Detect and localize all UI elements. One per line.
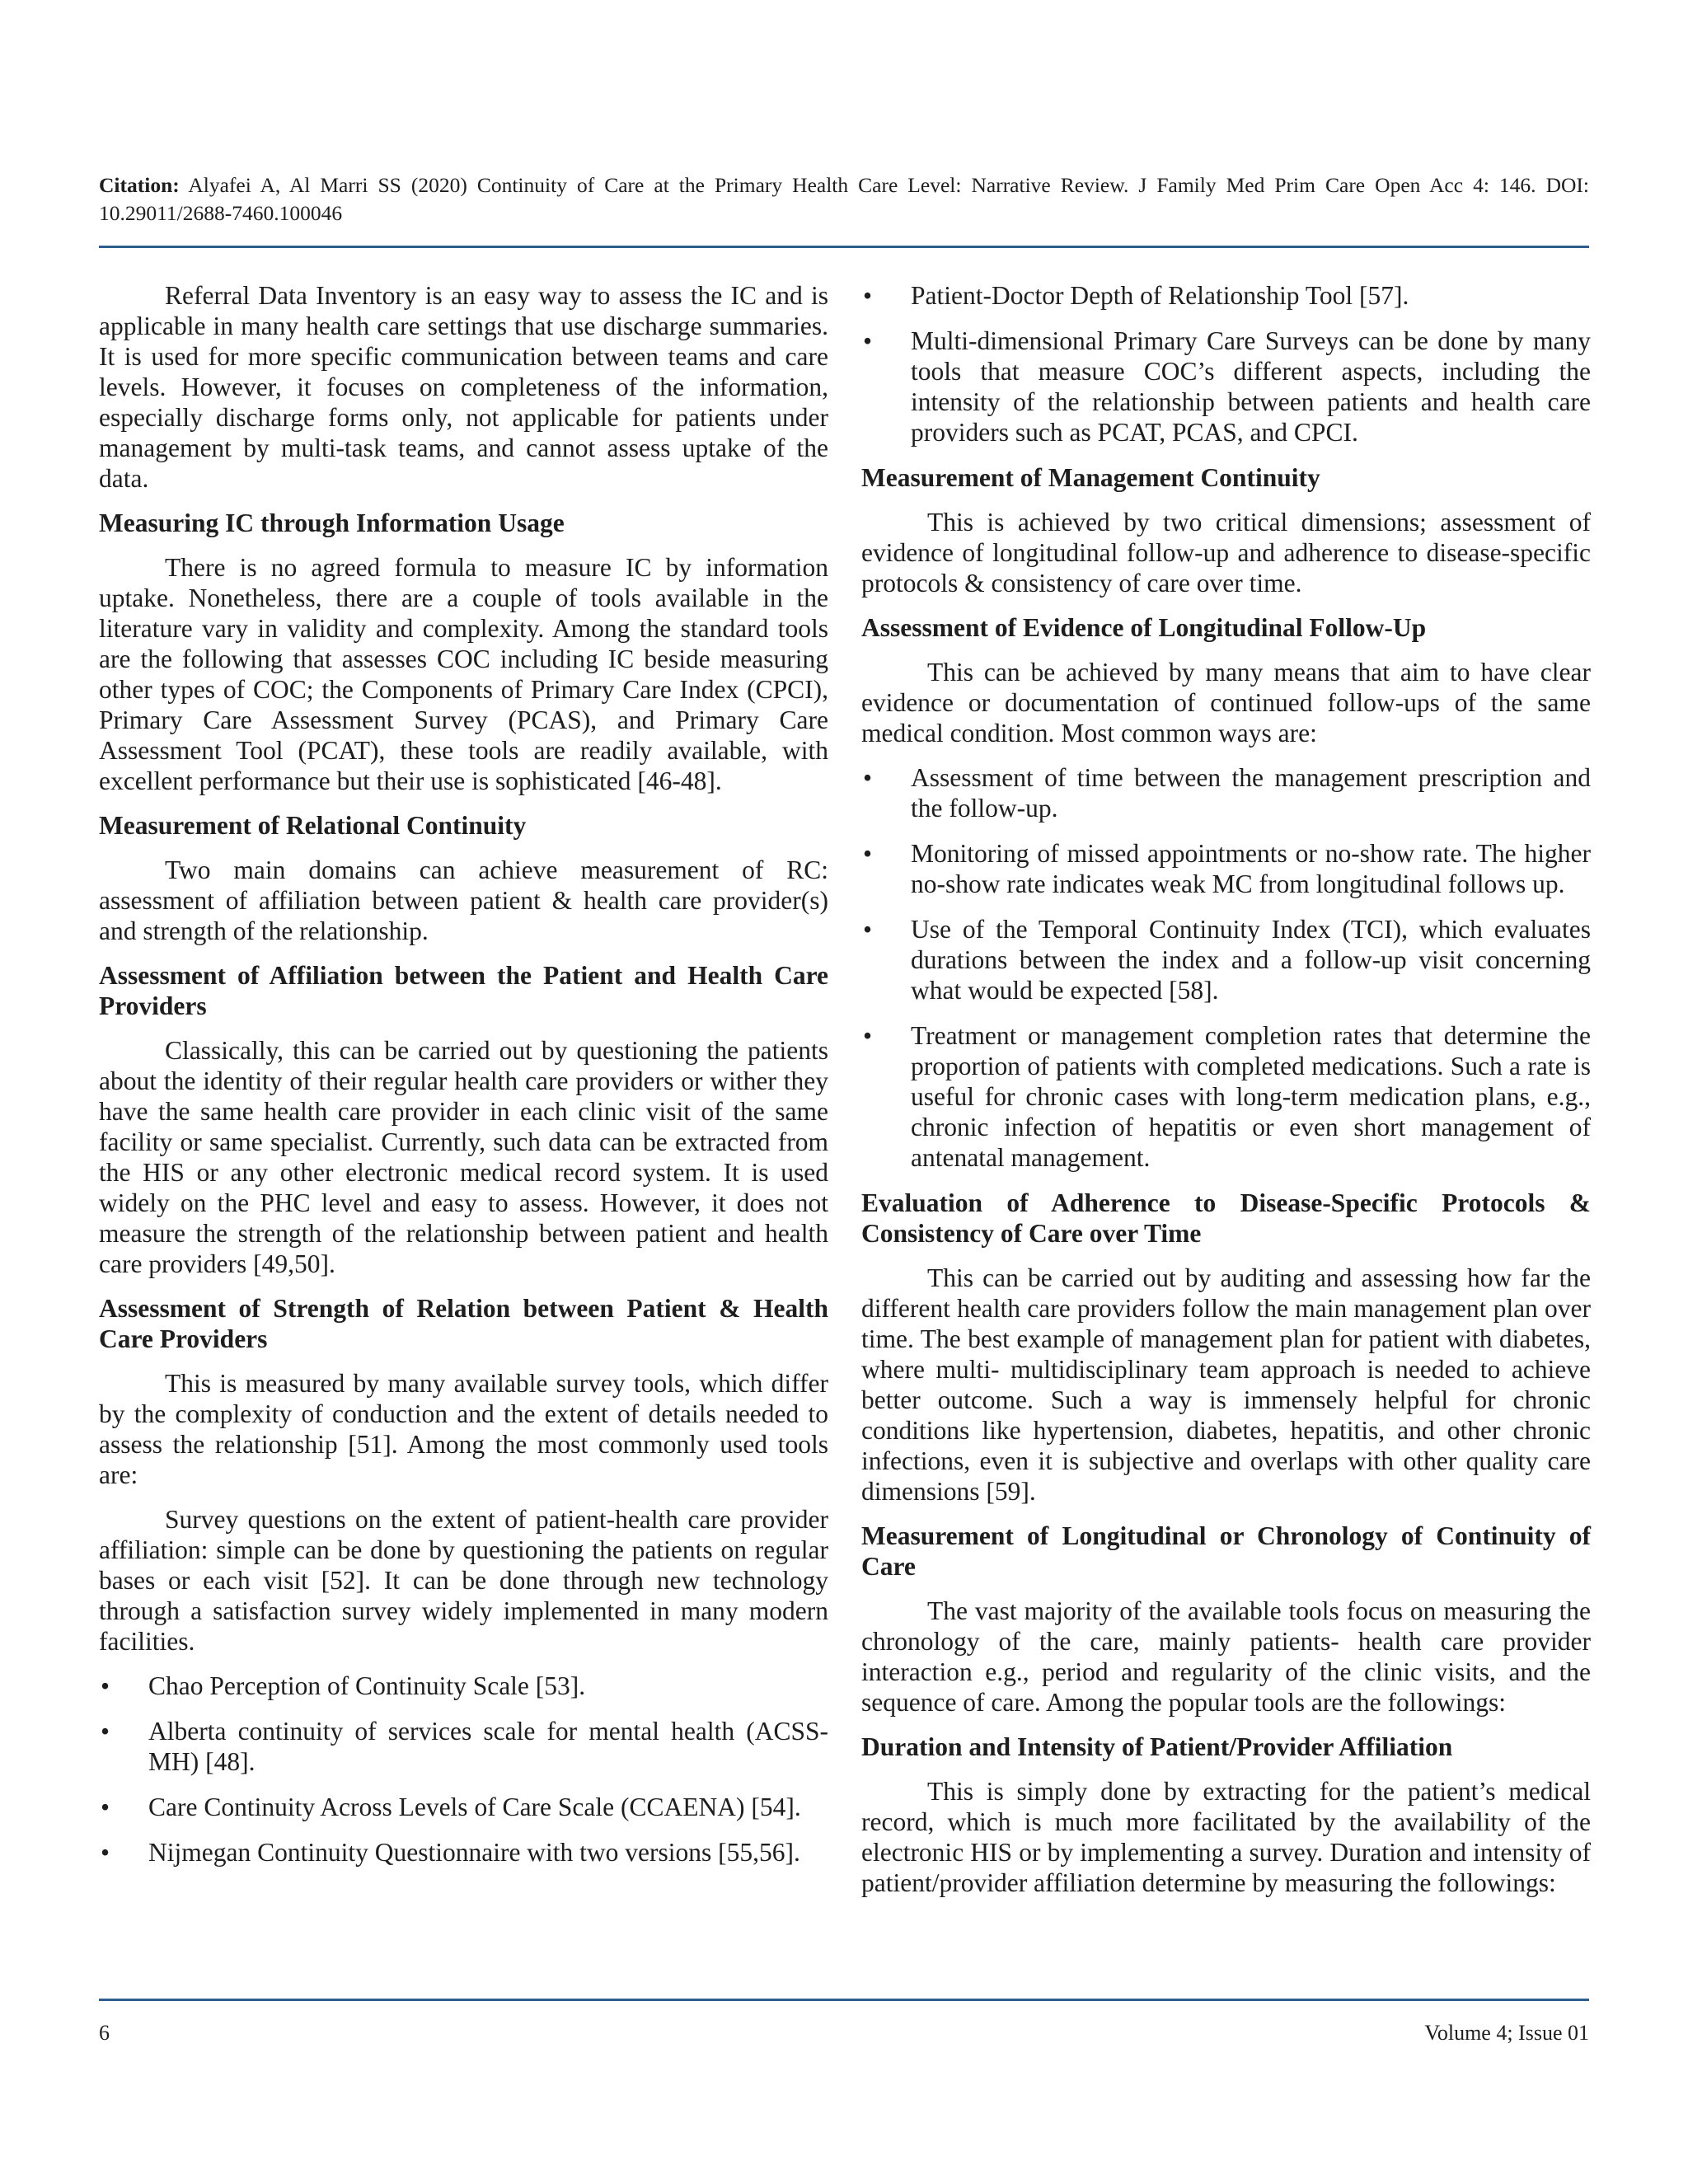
section-heading: Assessment of Affiliation between the Patient and Health Care Providers: [99, 961, 828, 1020]
volume-issue: Volume 4; Issue 01: [1424, 2021, 1589, 2045]
list-item: • Assessment of time between the management prescription and the follow-up.: [863, 763, 1591, 823]
right-column: [861, 280, 1591, 1912]
bullet-icon: •: [863, 281, 873, 310]
paragraph: There is no agreed formula to measure IC by information uptake. Nonetheless, there are a couple of tools available in the literature vary in validity and complexity. Among the standard tools are the following that assesses COC including IC beside measuring other types of COC; the Components of Primary Care Index (CPCI), Primary Care Assessment Survey (PCAS), and Primary Care Assessment Tool (PCAT), these tools are readily available, with excellent performance but their use is sophisticated [46-48].: [99, 553, 828, 795]
header-divider: [99, 246, 1589, 248]
bullet-list: [861, 762, 1591, 1173]
list-item: • Nijmegan Continuity Questionnaire with two versions [55,56].: [101, 1838, 800, 1867]
paragraph: This is achieved by two critical dimensions; assessment of evidence of longitudinal follow-up and adherence to disease-specific protocols & consistency of care over time.: [861, 508, 1591, 598]
section-heading: Assessment of Strength of Relation between Patient & Health Care Providers: [99, 1294, 828, 1353]
bullet-icon: •: [863, 915, 873, 944]
footer-divider: [99, 1999, 1589, 2001]
bullet-icon: •: [101, 1671, 110, 1700]
citation-text: Alyafei A, Al Marri SS (2020) Continuity of Care at the Primary Health Care Level: Narrative Review. J Family Med Prim Care Open Acc 4: 146. DOI: 10.29011/2688-7460.100046: [99, 173, 1589, 225]
section-heading: Evaluation of Adherence to Disease-Specific Protocols & Consistency of Care over Time: [861, 1188, 1591, 1248]
paragraph: Referral Data Inventory is an easy way to assess the IC and is applicable in many health care settings that use discharge summaries. It is used for more specific communication between teams and care levels. However, it focuses on completeness of the information, especially discharge forms only, not applicable for patients under management by multi-task teams, and cannot assess uptake of the data.: [99, 281, 828, 493]
paragraph: Survey questions on the extent of patient-health care provider affiliation: simple can be done by questioning the patients on regular bases or each visit [52]. It can be done through new technology through a satisfaction survey widely implemented in many modern facilities.: [99, 1505, 828, 1656]
list-item: • Treatment or management completion rates that determine the proportion of patients with completed medications. Such a rate is useful for chronic cases with long-term medication plans, e.g., chronic infection of hepatitis or even short management of antenatal management.: [863, 1021, 1591, 1172]
paragraph: This can be carried out by auditing and assessing how far the different health care providers follow the main management plan over time. The best example of management plan for patient with diabetes, where multi- multidisciplinary team approach is needed to achieve better outcome. Such a way is immensely helpful for chronic conditions like hypertension, diabetes, hepatitis, and other chronic infections, even it is subjective and overlaps with other quality care dimensions [59].: [861, 1263, 1591, 1506]
left-column: [99, 280, 828, 1882]
paragraph: The vast majority of the available tools focus on measuring the chronology of the care, mainly patients- health care provider interaction e.g., period and regularity of the clinic visits, and the sequence of care. Among the popular tools are the followings:: [861, 1596, 1591, 1717]
list-item: • Monitoring of missed appointments or no-show rate. The higher no-show rate indicates weak MC from longitudinal follows up.: [863, 839, 1591, 898]
section-heading: Duration and Intensity of Patient/Provider Affiliation: [861, 1732, 1453, 1761]
page-number: 6: [99, 2021, 110, 2045]
section-heading: Measuring IC through Information Usage: [99, 509, 565, 537]
list-item: • Chao Perception of Continuity Scale [53].: [101, 1671, 586, 1700]
section-heading: Measurement of Management Continuity: [861, 463, 1320, 492]
bullet-list: [861, 280, 1591, 448]
list-item: • Use of the Temporal Continuity Index (TCI), which evaluates durations between the index and a follow-up visit concerning what would be expected [58].: [863, 915, 1591, 1005]
citation: [99, 171, 1589, 227]
paragraph: This is simply done by extracting for the patient’s medical record, which is much more facilitated by the availability of the electronic HIS or by implementing a survey. Duration and intensity of patient/provider affiliation determine by measuring the followings:: [861, 1777, 1591, 1897]
list-item: • Care Continuity Across Levels of Care Scale (CCAENA) [54].: [101, 1793, 801, 1821]
bullet-icon: •: [863, 326, 873, 355]
bullet-list: [99, 1671, 828, 1868]
list-item: • Patient-Doctor Depth of Relationship Tool [57].: [863, 281, 1409, 310]
citation-label: Citation:: [99, 173, 180, 197]
section-heading: Measurement of Longitudinal or Chronology of Continuity of Care: [861, 1521, 1591, 1581]
list-item: • Alberta continuity of services scale for mental health (ACSS-MH) [48].: [101, 1717, 828, 1776]
paragraph: This is measured by many available survey tools, which differ by the complexity of conduction and the extent of details needed to assess the relationship [51]. Among the most commonly used tools are:: [99, 1369, 828, 1489]
bullet-icon: •: [101, 1838, 110, 1867]
bullet-icon: •: [863, 839, 873, 868]
section-heading: Measurement of Relational Continuity: [99, 811, 527, 840]
bullet-icon: •: [863, 763, 873, 792]
section-heading: Assessment of Evidence of Longitudinal Follow-Up: [861, 613, 1427, 642]
paragraph: Two main domains can achieve measurement of RC: assessment of affiliation between patient & health care provider(s) and strength of the relationship.: [99, 855, 828, 945]
paragraph: This can be achieved by many means that aim to have clear evidence or documentation of continued follow-ups of the same medical condition. Most common ways are:: [861, 658, 1591, 748]
list-item: • Multi-dimensional Primary Care Surveys can be done by many tools that measure COC’s different aspects, including the intensity of the relationship between patients and health care providers such as PCAT, PCAS, and CPCI.: [863, 326, 1591, 447]
bullet-icon: •: [863, 1021, 873, 1050]
bullet-icon: •: [101, 1717, 110, 1746]
paragraph: Classically, this can be carried out by questioning the patients about the identity of their regular health care providers or wither they have the same health care provider in each clinic visit of the same facility or same specialist. Currently, such data can be extracted from the HIS or any other electronic medical record system. It is used widely on the PHC level and easy to assess. However, it does not measure the strength of the relationship between patient and health care providers [49,50].: [99, 1036, 828, 1278]
bullet-icon: •: [101, 1793, 110, 1821]
